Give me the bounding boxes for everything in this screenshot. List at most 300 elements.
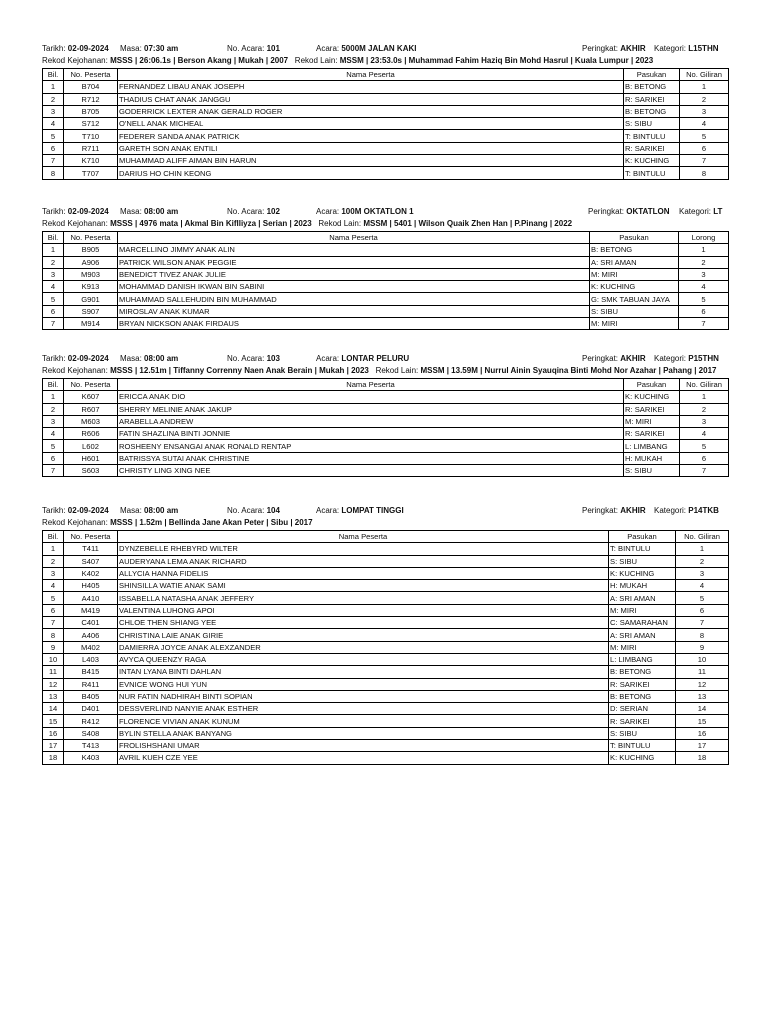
bil-cell: 6	[43, 452, 64, 464]
table-row	[43, 543, 729, 555]
table-row	[43, 81, 729, 93]
event-name-label: Acara:	[316, 354, 340, 363]
no-peserta-cell: K403	[64, 752, 118, 764]
no-peserta-cell: A410	[64, 592, 118, 604]
date-field	[42, 506, 109, 515]
bil-cell: 6	[43, 604, 64, 616]
bil-cell: 9	[43, 641, 64, 653]
giliran-cell: 4	[676, 580, 729, 592]
pasukan-cell: L: LIMBANG	[624, 440, 680, 452]
nama-peserta-cell: NUR FATIN NADHIRAH BINTI SOPIAN	[118, 690, 609, 702]
no-peserta-cell: B704	[64, 81, 118, 93]
table-header-row	[43, 531, 729, 543]
event-block	[42, 354, 728, 477]
table-row	[43, 391, 729, 403]
event-number-field	[227, 44, 280, 53]
nama-peserta-cell: FEDERER SANDA ANAK PATRICK	[118, 130, 624, 142]
giliran-cell: 16	[676, 727, 729, 739]
championship-record-label: Rekod Kejohanan:	[42, 219, 108, 228]
event-name-label: Acara:	[316, 44, 340, 53]
nama-peserta-cell: THADIUS CHAT ANAK JANGGU	[118, 93, 624, 105]
no-peserta-cell: S907	[64, 305, 118, 317]
no-peserta-cell: C401	[64, 617, 118, 629]
table-row	[43, 678, 729, 690]
giliran-cell: 2	[680, 403, 729, 415]
giliran-cell: 4	[680, 428, 729, 440]
pasukan-cell: B: BETONG	[609, 690, 676, 702]
table-row	[43, 666, 729, 678]
bil-cell: 1	[43, 244, 64, 256]
nama-peserta-cell: GODERRICK LEXTER ANAK GERALD ROGER	[118, 105, 624, 117]
nama-peserta-cell: DYNZEBELLE RHEBYRD WILTER	[118, 543, 609, 555]
pasukan-cell: K: KUCHING	[624, 155, 680, 167]
pasukan-cell: B: BETONG	[590, 244, 679, 256]
category-label: Kategori:	[654, 506, 687, 515]
nama-peserta-cell: INTAN LYANA BINTI DAHLAN	[118, 666, 609, 678]
other-record-label: Rekod Lain:	[375, 366, 419, 375]
col-header-no-peserta: No. Peserta	[64, 69, 118, 81]
bil-cell: 15	[43, 715, 64, 727]
stage-value: AKHIR	[620, 44, 646, 53]
table-row	[43, 293, 729, 305]
table-row	[43, 428, 729, 440]
giliran-cell: 7	[680, 465, 729, 477]
giliran-cell: 2	[676, 555, 729, 567]
table-row	[43, 740, 729, 752]
category-field	[654, 354, 719, 363]
nama-peserta-cell: AVRIL KUEH CZE YEE	[118, 752, 609, 764]
col-header-no-peserta: No. Peserta	[64, 531, 118, 543]
event-number-field	[227, 207, 280, 216]
nama-peserta-cell: AVYCA QUEENZY RAGA	[118, 653, 609, 665]
col-header-pasukan: Pasukan	[590, 232, 679, 244]
time-label: Masa:	[120, 354, 142, 363]
pasukan-cell: K: KUCHING	[609, 752, 676, 764]
bil-cell: 3	[43, 415, 64, 427]
date-value: 02-09-2024	[67, 506, 109, 515]
table-row	[43, 567, 729, 579]
event-header	[42, 207, 728, 219]
pasukan-cell: M: MIRI	[609, 641, 676, 653]
other-record-label: Rekod Lain:	[294, 56, 338, 65]
giliran-cell: 15	[676, 715, 729, 727]
col-header-nama: Nama Peserta	[118, 232, 590, 244]
participants-table	[42, 68, 729, 180]
table-row	[43, 118, 729, 130]
giliran-cell: 14	[676, 703, 729, 715]
participants-table	[42, 530, 729, 765]
giliran-cell: 17	[676, 740, 729, 752]
event-name-field	[316, 44, 417, 53]
giliran-cell: 1	[680, 81, 729, 93]
nama-peserta-cell: MOHAMMAD DANISH IKWAN BIN SABINI	[118, 281, 590, 293]
col-header-giliran: No. Giliran	[680, 379, 729, 391]
event-number-value: 102	[266, 207, 280, 216]
nama-peserta-cell: MARCELLINO JIMMY ANAK ALIN	[118, 244, 590, 256]
event-number-label: No. Acara:	[227, 354, 265, 363]
table-row	[43, 130, 729, 142]
giliran-cell: 5	[680, 130, 729, 142]
col-header-lorong: Lorong	[679, 232, 729, 244]
bil-cell: 18	[43, 752, 64, 764]
event-name-value: LOMPAT TINGGI	[341, 506, 404, 515]
stage-field	[582, 44, 646, 53]
date-field	[42, 354, 109, 363]
no-peserta-cell: R607	[64, 403, 118, 415]
no-peserta-cell: T413	[64, 740, 118, 752]
stage-value: AKHIR	[620, 354, 646, 363]
nama-peserta-cell: CHLOE THEN SHIANG YEE	[118, 617, 609, 629]
table-row	[43, 305, 729, 317]
bil-cell: 2	[43, 256, 64, 268]
time-field	[120, 44, 178, 53]
giliran-cell: 7	[680, 155, 729, 167]
no-peserta-cell: L602	[64, 440, 118, 452]
giliran-cell: 8	[676, 629, 729, 641]
giliran-cell: 3	[680, 415, 729, 427]
other-record-label: Rekod Lain:	[318, 219, 362, 228]
time-field	[120, 506, 178, 515]
nama-peserta-cell: EVNICE WONG HUI YUN	[118, 678, 609, 690]
col-header-giliran: No. Giliran	[676, 531, 729, 543]
bil-cell: 7	[43, 318, 64, 330]
col-header-nama: Nama Peserta	[118, 531, 609, 543]
col-header-nama: Nama Peserta	[118, 69, 624, 81]
championship-record-value: MSSS | 26:06.1s | Berson Akang | Mukah | 2007	[110, 56, 289, 65]
table-row	[43, 440, 729, 452]
stage-label: Peringkat:	[582, 44, 619, 53]
giliran-cell: 5	[679, 293, 729, 305]
table-row	[43, 752, 729, 764]
col-header-no-peserta: No. Peserta	[64, 379, 118, 391]
table-row	[43, 142, 729, 154]
nama-peserta-cell: ROSHEENY ENSANGAI ANAK RONALD RENTAP	[118, 440, 624, 452]
time-label: Masa:	[120, 44, 142, 53]
event-number-label: No. Acara:	[227, 44, 265, 53]
stage-field	[582, 506, 646, 515]
participants-table	[42, 231, 729, 330]
time-label: Masa:	[120, 506, 142, 515]
nama-peserta-cell: BATRISSYA SUTAI ANAK CHRISTINE	[118, 452, 624, 464]
no-peserta-cell: M419	[64, 604, 118, 616]
giliran-cell: 4	[679, 281, 729, 293]
giliran-cell: 11	[676, 666, 729, 678]
no-peserta-cell: K402	[64, 567, 118, 579]
nama-peserta-cell: AUDERYANA LEMA ANAK RICHARD	[118, 555, 609, 567]
category-value: P15THN	[688, 354, 719, 363]
giliran-cell: 2	[680, 93, 729, 105]
no-peserta-cell: K607	[64, 391, 118, 403]
pasukan-cell: S: SIBU	[624, 465, 680, 477]
time-value: 07:30 am	[144, 44, 179, 53]
bil-cell: 4	[43, 118, 64, 130]
nama-peserta-cell: BRYAN NICKSON ANAK FIRDAUS	[118, 318, 590, 330]
category-value: LT	[713, 207, 723, 216]
bil-cell: 7	[43, 465, 64, 477]
nama-peserta-cell: SHINSILLA WATIE ANAK SAMI	[118, 580, 609, 592]
pasukan-cell: D: SERIAN	[609, 703, 676, 715]
event-number-value: 104	[266, 506, 280, 515]
records-line	[42, 219, 728, 231]
pasukan-cell: L: LIMBANG	[609, 653, 676, 665]
no-peserta-cell: R711	[64, 142, 118, 154]
giliran-cell: 8	[680, 167, 729, 179]
pasukan-cell: A: SRI AMAN	[609, 592, 676, 604]
category-field	[654, 506, 719, 515]
nama-peserta-cell: CHRISTINA LAIE ANAK GIRIE	[118, 629, 609, 641]
bil-cell: 13	[43, 690, 64, 702]
bil-cell: 4	[43, 580, 64, 592]
giliran-cell: 12	[676, 678, 729, 690]
table-row	[43, 555, 729, 567]
giliran-cell: 1	[679, 244, 729, 256]
giliran-cell: 7	[679, 318, 729, 330]
giliran-cell: 3	[680, 105, 729, 117]
time-value: 08:00 am	[144, 506, 179, 515]
other-record-value: MSSM | 13.59M | Nurrul Ainin Syauqina Binti Mohd Nor Azahar | Pahang | 2017	[420, 366, 717, 375]
table-row	[43, 690, 729, 702]
pasukan-cell: M: MIRI	[609, 604, 676, 616]
championship-record-label: Rekod Kejohanan:	[42, 56, 108, 65]
table-row	[43, 641, 729, 653]
table-row	[43, 629, 729, 641]
giliran-cell: 4	[680, 118, 729, 130]
pasukan-cell: M: MIRI	[590, 268, 679, 280]
event-name-label: Acara:	[316, 207, 340, 216]
bil-cell: 2	[43, 93, 64, 105]
records-line	[42, 366, 728, 378]
date-value: 02-09-2024	[67, 354, 109, 363]
stage-label: Peringkat:	[582, 506, 619, 515]
pasukan-cell: T: BINTULU	[624, 167, 680, 179]
nama-peserta-cell: SHERRY MELINIE ANAK JAKUP	[118, 403, 624, 415]
date-field	[42, 44, 109, 53]
table-row	[43, 727, 729, 739]
pasukan-cell: T: BINTULU	[624, 130, 680, 142]
pasukan-cell: S: SIBU	[624, 118, 680, 130]
pasukan-cell: M: MIRI	[590, 318, 679, 330]
pasukan-cell: K: KUCHING	[624, 391, 680, 403]
col-header-nama: Nama Peserta	[118, 379, 624, 391]
bil-cell: 8	[43, 629, 64, 641]
col-header-bil: Bil.	[43, 69, 64, 81]
stage-label: Peringkat:	[588, 207, 625, 216]
event-name-label: Acara:	[316, 506, 340, 515]
no-peserta-cell: A906	[64, 256, 118, 268]
pasukan-cell: M: MIRI	[624, 415, 680, 427]
no-peserta-cell: R412	[64, 715, 118, 727]
table-row	[43, 604, 729, 616]
giliran-cell: 18	[676, 752, 729, 764]
bil-cell: 2	[43, 555, 64, 567]
bil-cell: 5	[43, 440, 64, 452]
pasukan-cell: R: SARIKEI	[624, 403, 680, 415]
col-header-pasukan: Pasukan	[609, 531, 676, 543]
bil-cell: 4	[43, 281, 64, 293]
championship-record-value: MSSS | 1.52m | Bellinda Jane Akan Peter | Sibu | 2017	[110, 518, 313, 527]
category-value: L15THN	[688, 44, 719, 53]
giliran-cell: 1	[676, 543, 729, 555]
event-number-field	[227, 506, 280, 515]
pasukan-cell: B: BETONG	[624, 81, 680, 93]
category-value: P14TKB	[688, 506, 719, 515]
pasukan-cell: A: SRI AMAN	[590, 256, 679, 268]
nama-peserta-cell: DARIUS HO CHIN KEONG	[118, 167, 624, 179]
pasukan-cell: R: SARIKEI	[609, 678, 676, 690]
table-row	[43, 580, 729, 592]
event-number-value: 101	[266, 44, 280, 53]
nama-peserta-cell: GARETH SON ANAK ENTILI	[118, 142, 624, 154]
no-peserta-cell: B905	[64, 244, 118, 256]
bil-cell: 16	[43, 727, 64, 739]
pasukan-cell: T: BINTULU	[609, 543, 676, 555]
table-row	[43, 256, 729, 268]
bil-cell: 12	[43, 678, 64, 690]
bil-cell: 1	[43, 81, 64, 93]
records-line	[42, 56, 728, 68]
date-field	[42, 207, 109, 216]
col-header-pasukan: Pasukan	[624, 379, 680, 391]
bil-cell: 5	[43, 130, 64, 142]
nama-peserta-cell: MUHAMMAD ALIFF AIMAN BIN HARUN	[118, 155, 624, 167]
bil-cell: 17	[43, 740, 64, 752]
no-peserta-cell: S712	[64, 118, 118, 130]
col-header-no-peserta: No. Peserta	[64, 232, 118, 244]
table-row	[43, 155, 729, 167]
table-row	[43, 268, 729, 280]
nama-peserta-cell: DAMIERRA JOYCE ANAK ALEXZANDER	[118, 641, 609, 653]
bil-cell: 1	[43, 391, 64, 403]
participants-table	[42, 378, 729, 477]
event-header	[42, 354, 728, 366]
records-line	[42, 518, 728, 530]
no-peserta-cell: L403	[64, 653, 118, 665]
table-row	[43, 281, 729, 293]
time-value: 08:00 am	[144, 207, 179, 216]
bil-cell: 7	[43, 155, 64, 167]
date-label: Tarikh:	[42, 207, 66, 216]
giliran-cell: 6	[676, 604, 729, 616]
giliran-cell: 10	[676, 653, 729, 665]
no-peserta-cell: M603	[64, 415, 118, 427]
pasukan-cell: R: SARIKEI	[624, 93, 680, 105]
event-name-value: 100M OKTATLON 1	[341, 207, 414, 216]
giliran-cell: 9	[676, 641, 729, 653]
pasukan-cell: B: BETONG	[609, 666, 676, 678]
giliran-cell: 5	[680, 440, 729, 452]
category-label: Kategori:	[654, 44, 687, 53]
giliran-cell: 13	[676, 690, 729, 702]
stage-field	[588, 207, 670, 216]
table-row	[43, 452, 729, 464]
nama-peserta-cell: CHRISTY LING XING NEE	[118, 465, 624, 477]
time-value: 08:00 am	[144, 354, 179, 363]
no-peserta-cell: T710	[64, 130, 118, 142]
pasukan-cell: S: SIBU	[609, 555, 676, 567]
nama-peserta-cell: FERNANDEZ LIBAU ANAK JOSEPH	[118, 81, 624, 93]
event-block	[42, 506, 728, 765]
table-row	[43, 167, 729, 179]
event-name-field	[316, 354, 409, 363]
nama-peserta-cell: PATRICK WILSON ANAK PEGGIE	[118, 256, 590, 268]
pasukan-cell: R: SARIKEI	[624, 428, 680, 440]
pasukan-cell: R: SARIKEI	[624, 142, 680, 154]
no-peserta-cell: H601	[64, 452, 118, 464]
table-header-row	[43, 69, 729, 81]
championship-record-label: Rekod Kejohanan:	[42, 366, 108, 375]
date-label: Tarikh:	[42, 44, 66, 53]
no-peserta-cell: S408	[64, 727, 118, 739]
bil-cell: 1	[43, 543, 64, 555]
pasukan-cell: K: KUCHING	[609, 567, 676, 579]
nama-peserta-cell: FATIN SHAZLINA BINTI JONNIE	[118, 428, 624, 440]
giliran-cell: 6	[680, 452, 729, 464]
event-number-label: No. Acara:	[227, 207, 265, 216]
bil-cell: 5	[43, 592, 64, 604]
pasukan-cell: C: SAMARAHAN	[609, 617, 676, 629]
giliran-cell: 3	[676, 567, 729, 579]
championship-record-value: MSSS | 12.51m | Tiffanny Correnny Naen Anak Berain | Mukah | 2023	[110, 366, 369, 375]
table-row	[43, 715, 729, 727]
table-row	[43, 415, 729, 427]
table-row	[43, 592, 729, 604]
pasukan-cell: K: KUCHING	[590, 281, 679, 293]
event-header	[42, 44, 728, 56]
pasukan-cell: S: SIBU	[590, 305, 679, 317]
championship-record-label: Rekod Kejohanan:	[42, 518, 108, 527]
nama-peserta-cell: MIROSLAV ANAK KUMAR	[118, 305, 590, 317]
bil-cell: 3	[43, 268, 64, 280]
table-row	[43, 105, 729, 117]
bil-cell: 11	[43, 666, 64, 678]
giliran-cell: 3	[679, 268, 729, 280]
nama-peserta-cell: VALENTINA LUHONG APOI	[118, 604, 609, 616]
table-row	[43, 465, 729, 477]
nama-peserta-cell: ISSABELLA NATASHA ANAK JEFFERY	[118, 592, 609, 604]
bil-cell: 5	[43, 293, 64, 305]
pasukan-cell: H: MUKAH	[609, 580, 676, 592]
pasukan-cell: B: BETONG	[624, 105, 680, 117]
table-row	[43, 617, 729, 629]
event-name-field	[316, 207, 414, 216]
no-peserta-cell: A406	[64, 629, 118, 641]
giliran-cell: 6	[679, 305, 729, 317]
bil-cell: 7	[43, 617, 64, 629]
date-value: 02-09-2024	[67, 207, 109, 216]
nama-peserta-cell: ARABELLA ANDREW	[118, 415, 624, 427]
stage-label: Peringkat:	[582, 354, 619, 363]
pasukan-cell: R: SARIKEI	[609, 715, 676, 727]
pasukan-cell: G: SMK TABUAN JAYA	[590, 293, 679, 305]
giliran-cell: 2	[679, 256, 729, 268]
bil-cell: 3	[43, 105, 64, 117]
nama-peserta-cell: FROLISHSHANI UMAR	[118, 740, 609, 752]
time-field	[120, 207, 178, 216]
event-number-value: 103	[266, 354, 280, 363]
no-peserta-cell: M903	[64, 268, 118, 280]
no-peserta-cell: B405	[64, 690, 118, 702]
nama-peserta-cell: BYLIN STELLA ANAK BANYANG	[118, 727, 609, 739]
stage-value: OKTATLON	[626, 207, 670, 216]
bil-cell: 6	[43, 305, 64, 317]
giliran-cell: 1	[680, 391, 729, 403]
no-peserta-cell: B705	[64, 105, 118, 117]
col-header-bil: Bil.	[43, 531, 64, 543]
pasukan-cell: S: SIBU	[609, 727, 676, 739]
date-label: Tarikh:	[42, 354, 66, 363]
nama-peserta-cell: MUHAMMAD SALLEHUDIN BIN MUHAMMAD	[118, 293, 590, 305]
col-header-pasukan: Pasukan	[624, 69, 680, 81]
